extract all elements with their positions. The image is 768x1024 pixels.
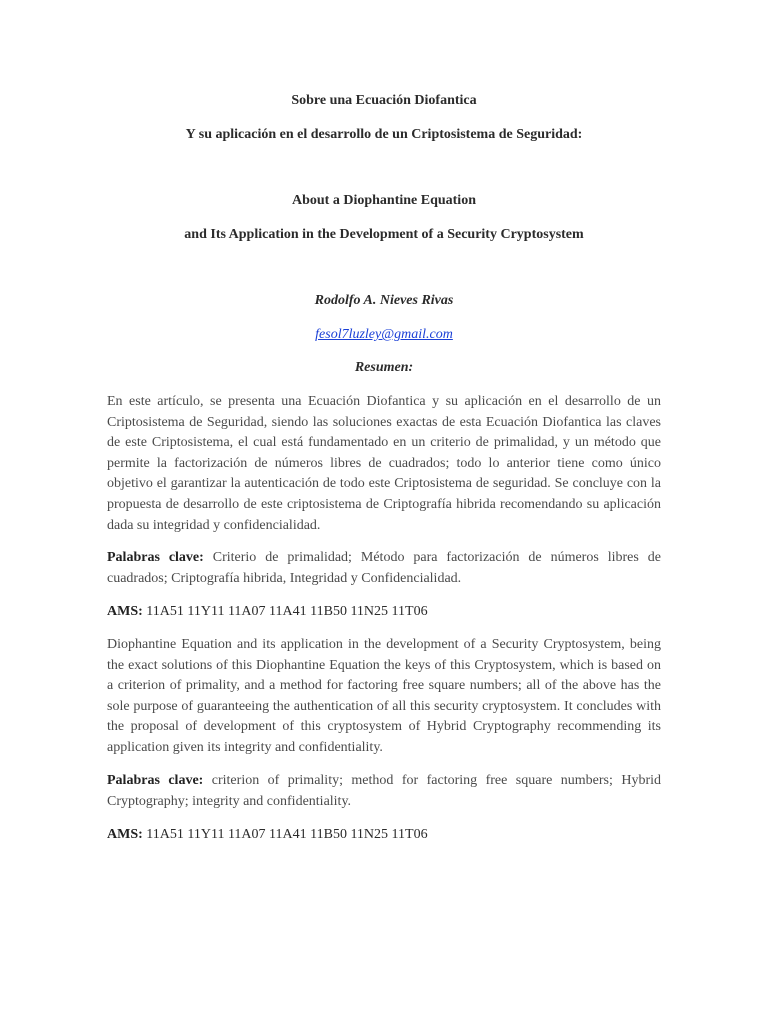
keywords-label: Palabras clave: bbox=[107, 550, 204, 565]
author-email-wrap bbox=[0, 327, 768, 343]
abstract-spanish: En este artículo, se presenta una Ecuación Diofantica y su aplicación en el desarrollo de un Criptosistema de Seguridad, siendo las soluciones exactas de esta Ecuación Diofantica las claves de este Criptosistema, el cual está fundamentado en un criterio de primalidad, y un método que permite la factorización de números libres de cuadrados; todo lo anterior tiene como único objetivo el garantizar la autenticación de todo este Criptosistema de seguridad. Se concluye con la propuesta de desarrollo de este criptosistema de Criptografía hibrida recomendando su aplicación dada su integridad y confidencialidad. bbox=[107, 394, 661, 533]
abstract-english: Diophantine Equation and its application in the development of a Security Cryptosystem, being the exact solutions of this Diophantine Equation the keys of this Cryptosystem, which is based on a criterion of primality, and a method for factoring free square numbers; all of the above has the sole purpose of guaranteeing the authentication of all this security cryptosystem. It concludes with the proposal of development of this cryptosystem of Hybrid Cryptography recommending its application given its integrity and confidentiality. bbox=[107, 637, 661, 755]
keywords-label-2: Palabras clave: bbox=[107, 773, 204, 788]
title-spanish-line-1: Sobre una Ecuación Diofantica bbox=[291, 93, 477, 108]
keywords-spanish bbox=[107, 548, 661, 589]
author-name: Rodolfo A. Nieves Rivas bbox=[314, 293, 454, 308]
keywords-text: Criterio de primalidad; Método para factorización de números libres de cuadrados; Criptografía hibrida, Integridad y Confidencialidad. bbox=[107, 550, 662, 586]
ams-label: AMS: bbox=[107, 604, 143, 619]
ams-codes-2: 11A51 11Y11 11A07 11A41 11B50 11N25 11T06 bbox=[146, 827, 428, 842]
ams-classification-2 bbox=[107, 825, 661, 846]
author-email-link[interactable]: fesol7luzley@gmail.com bbox=[315, 327, 453, 342]
ams-classification bbox=[107, 602, 661, 623]
keywords-english bbox=[107, 771, 661, 812]
ams-label-2: AMS: bbox=[107, 827, 143, 842]
ams-codes: 11A51 11Y11 11A07 11A41 11B50 11N25 11T06 bbox=[146, 604, 428, 619]
keywords-text-2: criterion of primality; method for factoring free square numbers; Hybrid Cryptography; integrity and confidentiality. bbox=[107, 773, 662, 809]
title-english-line-1: About a Diophantine Equation bbox=[291, 193, 476, 208]
title-english-line-2: and Its Application in the Development of a Security Cryptosystem bbox=[184, 227, 584, 242]
title-spanish-line-2: Y su aplicación en el desarrollo de un Criptosistema de Seguridad: bbox=[185, 127, 583, 142]
abstract-heading: Resumen: bbox=[354, 360, 414, 375]
